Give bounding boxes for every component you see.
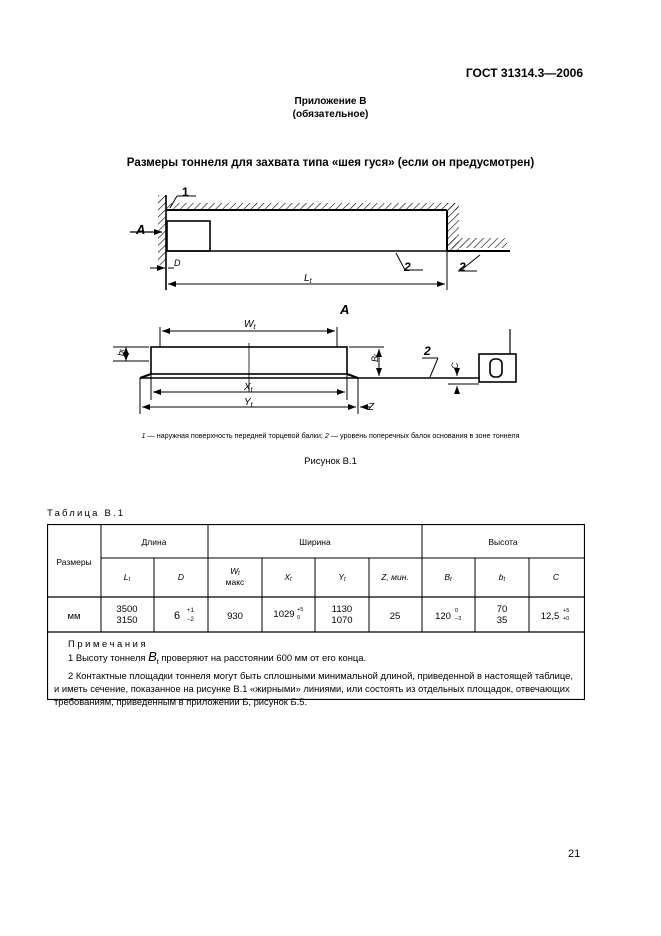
tunnel-figure [0, 0, 661, 430]
table-label: Таблица В.1 [47, 508, 126, 519]
cell-c-tol-down: +0 [563, 616, 570, 622]
cell-y-1: 1130 [331, 604, 353, 615]
note-2: 2 Контактные площадки тоннеля могут быть сплошными минимальной длиной, приведенной в настоящей таблице, и иметь сечение, показанное на рисунке В.1 «жирными» линиями, или состоять из отдельных площадок, отвечающих требованиям, приведенным в приложении Б, рисунок Б.5. [54, 669, 573, 707]
head-col-b-main: B [444, 572, 450, 582]
caption-t1: — наружная поверхность передней торцевой балки; [145, 431, 325, 440]
note-1-subscript: t [156, 658, 159, 666]
dim-b-small-main: b [116, 350, 126, 356]
callout-1: 1 [182, 185, 189, 199]
dim-l [304, 273, 313, 285]
cell-c-base: 12,5 [540, 611, 560, 622]
notes-heading: Примечания [68, 638, 149, 649]
table-notes [54, 637, 578, 708]
dim-b-small [116, 349, 126, 356]
dim-w [244, 319, 256, 331]
head-group-length: Длина [141, 537, 167, 547]
head-col-y-sub: t [344, 577, 346, 583]
cell-x-tol-up: +5 [297, 607, 304, 613]
cell-b-base: 120 [435, 611, 451, 622]
dim-l-main: L [304, 273, 310, 284]
callout-2-side: 2 [404, 260, 411, 274]
head-col-b-small [499, 572, 506, 583]
head-col-w-sub: t [238, 571, 240, 577]
note-1 [54, 650, 578, 669]
dim-w-sub: t [253, 324, 256, 331]
cell-d-tol-up: +1 [187, 608, 194, 614]
cell-d-tol-down: −2 [187, 617, 194, 623]
dim-w-main: W [244, 319, 254, 330]
cell-b-tol-down: −3 [455, 616, 462, 622]
head-col-w-note: макс [225, 577, 245, 587]
head-group-width: Ширина [299, 537, 331, 547]
cell-l-1: 3500 [116, 604, 138, 615]
cell-x-tol-down: 0 [297, 615, 301, 621]
head-group-height: Высота [488, 537, 518, 547]
cell-b-small-2: 35 [496, 615, 508, 626]
dim-y-sub: t [250, 402, 253, 409]
dim-l-sub: t [309, 278, 312, 285]
caption-n2: 2 [324, 431, 329, 440]
cell-w: 930 [227, 611, 243, 622]
page-number: 21 [568, 848, 581, 860]
figure-label: Рисунок В.1 [304, 456, 357, 467]
head-col-b-small-sub: t [503, 577, 506, 583]
dim-y-main: Y [244, 397, 251, 408]
head-col-x-sub: t [290, 577, 292, 583]
label-view-a-section: A [340, 302, 350, 317]
head-row-label: Размеры [56, 557, 92, 567]
head-col-x [283, 572, 292, 583]
standard-number: ГОСТ 31314.3—2006 [465, 66, 583, 80]
dim-z: Z [368, 402, 375, 413]
table-row [67, 604, 569, 626]
caption-n1: 1 [141, 431, 146, 440]
dim-b-big-main: B [370, 355, 380, 362]
head-col-x-main: X [284, 572, 290, 582]
section-title: Размеры тоннеля для захвата типа «шея гуся» (если он предусмотрен) [126, 157, 535, 169]
callout-2-wall: 2 [459, 260, 466, 274]
head-col-y [338, 572, 346, 583]
dim-b-small-sub: t [120, 349, 126, 351]
cell-l-2: 3150 [116, 615, 138, 626]
dim-b-big [370, 354, 380, 362]
cell-b-small-1: 70 [496, 604, 508, 615]
head-col-b-small-main: b [498, 572, 504, 582]
caption-t2: — уровень поперечных балок основания в зоне тоннеля [328, 431, 520, 440]
label-view-a-side: A [136, 222, 146, 237]
head-col-l [124, 572, 131, 583]
head-col-b [444, 572, 452, 583]
dim-x-sub: t [250, 387, 253, 394]
head-col-w-main: W [230, 566, 239, 576]
note-1-post: проверяют на расстоянии 600 мм от его конца. [158, 652, 367, 663]
side-view [130, 185, 510, 290]
appendix-title: Приложение В [294, 96, 367, 107]
head-col-z: Z, мин. [381, 572, 409, 582]
head-col-b-sub: t [450, 577, 452, 583]
head-col-l-main: L [123, 572, 129, 582]
head-col-l-sub: t [128, 577, 131, 583]
note-1-pre: 1 Высоту тоннеля [68, 652, 149, 663]
cell-z: 25 [389, 611, 401, 622]
cell-b-tol-up: 0 [455, 608, 459, 614]
callout-2-section: 2 [424, 344, 431, 358]
cell-d-base: 6 [173, 610, 181, 622]
dim-x-main: X [244, 382, 251, 393]
dim-c: C [450, 362, 460, 369]
note-1-symbol: B [148, 649, 157, 664]
appendix-subtitle: (обязательное) [292, 109, 369, 120]
dim-x [243, 382, 254, 394]
cell-x-base: 1029 [273, 609, 295, 620]
head-col-c: C [552, 572, 560, 582]
dim-y [244, 397, 254, 409]
dim-b-big-sub: t [374, 354, 380, 356]
cell-y-2: 1070 [331, 615, 353, 626]
cell-c-tol-up: +5 [563, 608, 570, 614]
dim-d: D [174, 258, 181, 268]
cell-unit: мм [67, 611, 81, 622]
head-col-w [230, 566, 240, 577]
section-view [113, 302, 516, 414]
head-col-y-main: Y [338, 572, 344, 582]
head-col-d: D [177, 572, 185, 582]
figure-caption [0, 431, 661, 440]
